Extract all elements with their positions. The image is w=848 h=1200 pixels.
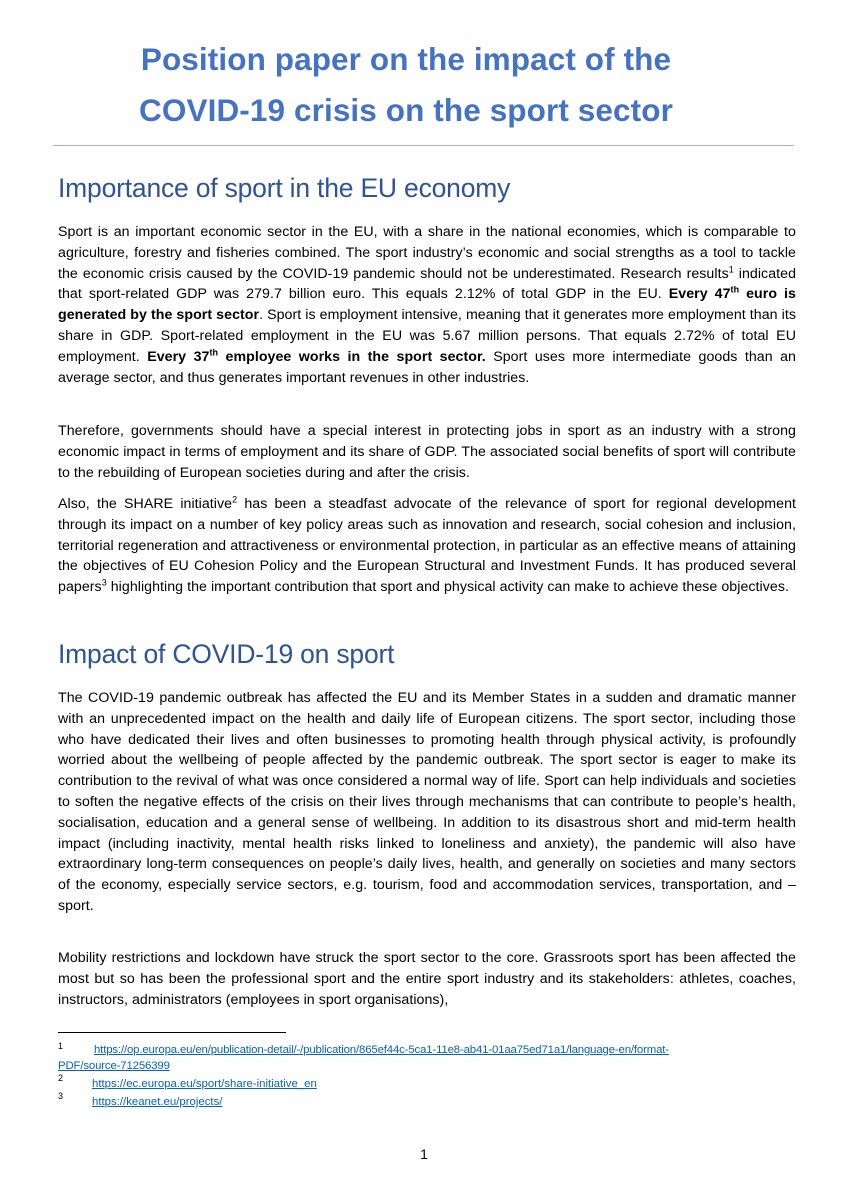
text-run: Also, the SHARE initiative bbox=[58, 496, 233, 512]
footnote-link-2[interactable]: https://ec.europa.eu/sport/share-initiative_en bbox=[92, 1078, 317, 1090]
paragraph-economy-2: Therefore, governments should have a special interest in protecting jobs in sport as an industry with a strong economic impact in terms of employment and its share of GDP. The associated social benefits of sport will contribute to the rebuilding of European societies during and after the crisis. bbox=[58, 423, 796, 481]
footnote-number: 3 bbox=[58, 1091, 64, 1101]
footnote-separator bbox=[58, 1032, 286, 1033]
text-run: . Sport is employment intensive, meaning that it generates more employment than its share in GDP. Sport-related employment in the EU was 5.67 million persons. That equals 2.72% of total EU employment. bbox=[58, 307, 796, 365]
text-run: Sport is an important economic sector in the EU, with a share in the national economies, which is comparable to agriculture, forestry and fisheries combined. The sport industry’s economic and social strengths as a tool to tackle the economic crisis caused by the COVID-19 pandemic should not be underestimated. Research results bbox=[58, 224, 796, 282]
footnote-ref-2[interactable]: 2 bbox=[232, 494, 238, 505]
text-run: highlighting the important contribution that sport and physical activity can make to achieve these objectives. bbox=[106, 579, 789, 596]
paragraph-economy-1 bbox=[58, 222, 796, 388]
footnote-number: 2 bbox=[58, 1073, 64, 1083]
text-run: has been a steadfast advocate of the relevance of sport for regional development through its impact on a number of key policy areas such as innovation and research, social cohesion and inclusion, territorial regeneration and attractiveness or environmental protection, in particular as an effective means of attaining the objectives of EU Cohesion Policy and the European Structural and Investment Funds. It has produced several papers bbox=[58, 496, 796, 596]
title-line-2: COVID-19 crisis on the sport sector bbox=[139, 92, 673, 128]
section-heading-economy: Importance of sport in the EU economy bbox=[58, 173, 511, 203]
footnote-number: 1 bbox=[58, 1041, 64, 1051]
footnote-link-3[interactable]: https://keanet.eu/projects/ bbox=[92, 1096, 223, 1108]
title-line-1: Position paper on the impact of the bbox=[140, 41, 672, 77]
section-heading-impact: Impact of COVID-19 on sport bbox=[58, 639, 395, 669]
footnote-ref-1[interactable]: 1 bbox=[728, 263, 734, 274]
page-number: 1 bbox=[420, 1146, 428, 1162]
paragraph-impact-1: The COVID-19 pandemic outbreak has affected the EU and its Member States in a sudden and dramatic manner with an unprecedented impact on the health and daily life of European citizens. The sport sector, including those who have dedicated their lives and often businesses to promoting health through physical activity, is profoundly worried about the wellbeing of people affected by the pandemic outbreak. The sport sector is eager to make its contribution to the revival of what was once considered a normal way of life. Sport can help individuals and societies to soften the negative effects of the crisis on their lives through mechanisms that can contribute to people’s health, socialisation, education and a general sense of wellbeing. In addition to its disastrous short and mid-term health impact (including inactivity, mental health risks linked to loneliness and anxiety), the pandemic will also have extraordinary long-term consequences on people’s daily lives, health, and generally on societies and many sectors of the economy, especially service sectors, e.g. tourism, food and accommodation services, transportation, and – sport. bbox=[58, 690, 796, 914]
emphasis-every-47th-euro: Every 47th euro is generated by the sport sector bbox=[58, 284, 796, 324]
title-divider bbox=[53, 145, 794, 146]
text-run: indicated that sport-related GDP was 279.7 billion euro. This equals 2.12% of total GDP in the EU. bbox=[58, 265, 797, 303]
footnote-link-1-continued[interactable]: PDF/source-71256399 bbox=[58, 1060, 170, 1072]
paragraph-share-initiative bbox=[58, 494, 796, 598]
document-title bbox=[0, 34, 812, 136]
footnote-ref-3[interactable]: 3 bbox=[101, 577, 107, 588]
footnote-link-1[interactable]: https://op.europa.eu/en/publication-detail/-/publication/865ef44c-5ca1-11e8-ab41-01aa75ed71a1/language-en/format- bbox=[94, 1044, 669, 1056]
paragraph-impact-2: Mobility restrictions and lockdown have struck the sport sector to the core. Grassroots sport has been affected the most but so has been the professional sport and the entire sport industry and its stakeholders: athletes, coaches, instructors, administrators (employees in sport organisations), bbox=[58, 950, 796, 1008]
text-run: Sport uses more intermediate goods than an average sector, and thus generates important revenues in other industries. bbox=[58, 348, 796, 386]
emphasis-every-37th-employee: Every 37th employee works in the sport sector. bbox=[147, 347, 486, 365]
